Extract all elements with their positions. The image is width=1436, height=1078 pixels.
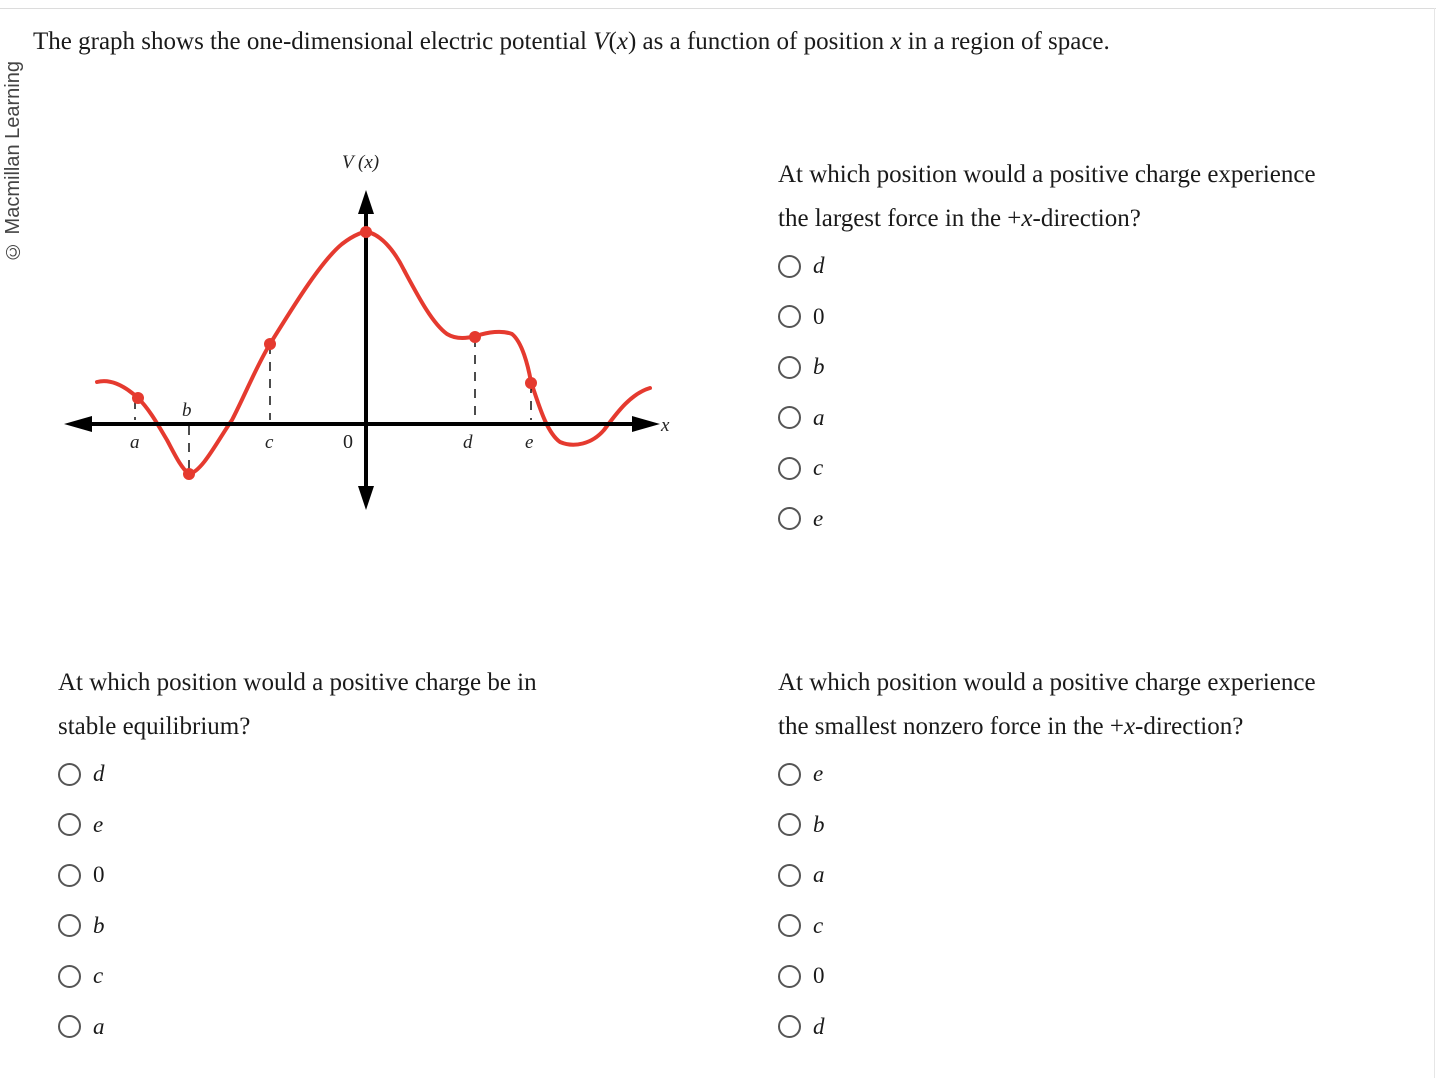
option-e[interactable]: e: [778, 494, 1378, 545]
radio-button[interactable]: [58, 1015, 81, 1038]
options-list: [778, 749, 1378, 1052]
option-b[interactable]: b: [778, 342, 1378, 393]
point-b-label: b: [182, 400, 192, 421]
radio-button[interactable]: [778, 457, 801, 480]
y-axis-down-arrow: [358, 486, 374, 510]
option-c[interactable]: c: [778, 901, 1378, 952]
radio-button[interactable]: [778, 255, 801, 278]
question-text: At which position would a positive charge experience the smallest nonzero force in the +x-direction?: [778, 669, 1316, 740]
x-axis-right-arrow: [632, 416, 660, 432]
radio-button[interactable]: [778, 406, 801, 429]
radio-button[interactable]: [778, 813, 801, 836]
option-c[interactable]: c: [778, 443, 1378, 494]
option-a[interactable]: a: [778, 393, 1378, 444]
potential-curve: [97, 232, 650, 474]
potential-graph: [0, 0, 720, 560]
radio-button[interactable]: [778, 356, 801, 379]
point-zero-marker: [360, 226, 372, 238]
x-axis-label: x: [661, 415, 670, 436]
radio-button[interactable]: [778, 763, 801, 786]
option-0[interactable]: 0: [58, 850, 658, 901]
option-e[interactable]: e: [778, 749, 1378, 800]
option-d[interactable]: d: [778, 241, 1378, 292]
options-list: [778, 241, 1378, 544]
option-e[interactable]: e: [58, 800, 658, 851]
radio-button[interactable]: [778, 864, 801, 887]
option-a[interactable]: a: [778, 850, 1378, 901]
y-axis-up-arrow: [358, 190, 374, 214]
option-0[interactable]: 0: [778, 951, 1378, 1002]
radio-button[interactable]: [778, 965, 801, 988]
radio-button[interactable]: [58, 813, 81, 836]
question-largest-force: [778, 153, 1378, 544]
question-smallest-nonzero-force: [778, 661, 1378, 1052]
radio-button[interactable]: [58, 965, 81, 988]
point-d-label: d: [463, 432, 473, 453]
option-c[interactable]: c: [58, 951, 658, 1002]
right-divider: [1434, 8, 1435, 1078]
problem-intro: The graph shows the one-dimensional electric potential V(x) as a function of position x in a region of space.: [33, 28, 1110, 55]
radio-button[interactable]: [778, 305, 801, 328]
point-c-label: c: [265, 432, 274, 453]
question-text: At which position would a positive charge be in stable equilibrium?: [58, 669, 537, 740]
question-text: At which position would a positive charge experience the largest force in the +x-direction?: [778, 161, 1316, 232]
point-d-marker: [469, 331, 481, 343]
options-list: [58, 749, 658, 1052]
radio-button[interactable]: [58, 914, 81, 937]
x-axis-left-arrow: [64, 416, 92, 432]
copyright-watermark: © Macmillan Learning: [2, 61, 24, 262]
radio-button[interactable]: [58, 864, 81, 887]
radio-button[interactable]: [58, 763, 81, 786]
point-e-marker: [525, 377, 537, 389]
option-b[interactable]: b: [58, 901, 658, 952]
y-axis-label: V (x): [342, 152, 380, 173]
point-a-label: a: [130, 432, 140, 453]
option-a[interactable]: a: [58, 1002, 658, 1053]
radio-button[interactable]: [778, 1015, 801, 1038]
option-d[interactable]: d: [778, 1002, 1378, 1053]
marked-points: [132, 226, 537, 480]
radio-button[interactable]: [778, 507, 801, 530]
point-a-marker: [132, 392, 144, 404]
question-stable-equilibrium: [58, 661, 658, 1052]
point-c-marker: [264, 338, 276, 350]
option-0[interactable]: 0: [778, 292, 1378, 343]
point-e-label: e: [525, 432, 534, 453]
radio-button[interactable]: [778, 914, 801, 937]
origin-label: 0: [343, 431, 353, 453]
option-d[interactable]: d: [58, 749, 658, 800]
point-b-marker: [183, 468, 195, 480]
option-b[interactable]: b: [778, 800, 1378, 851]
